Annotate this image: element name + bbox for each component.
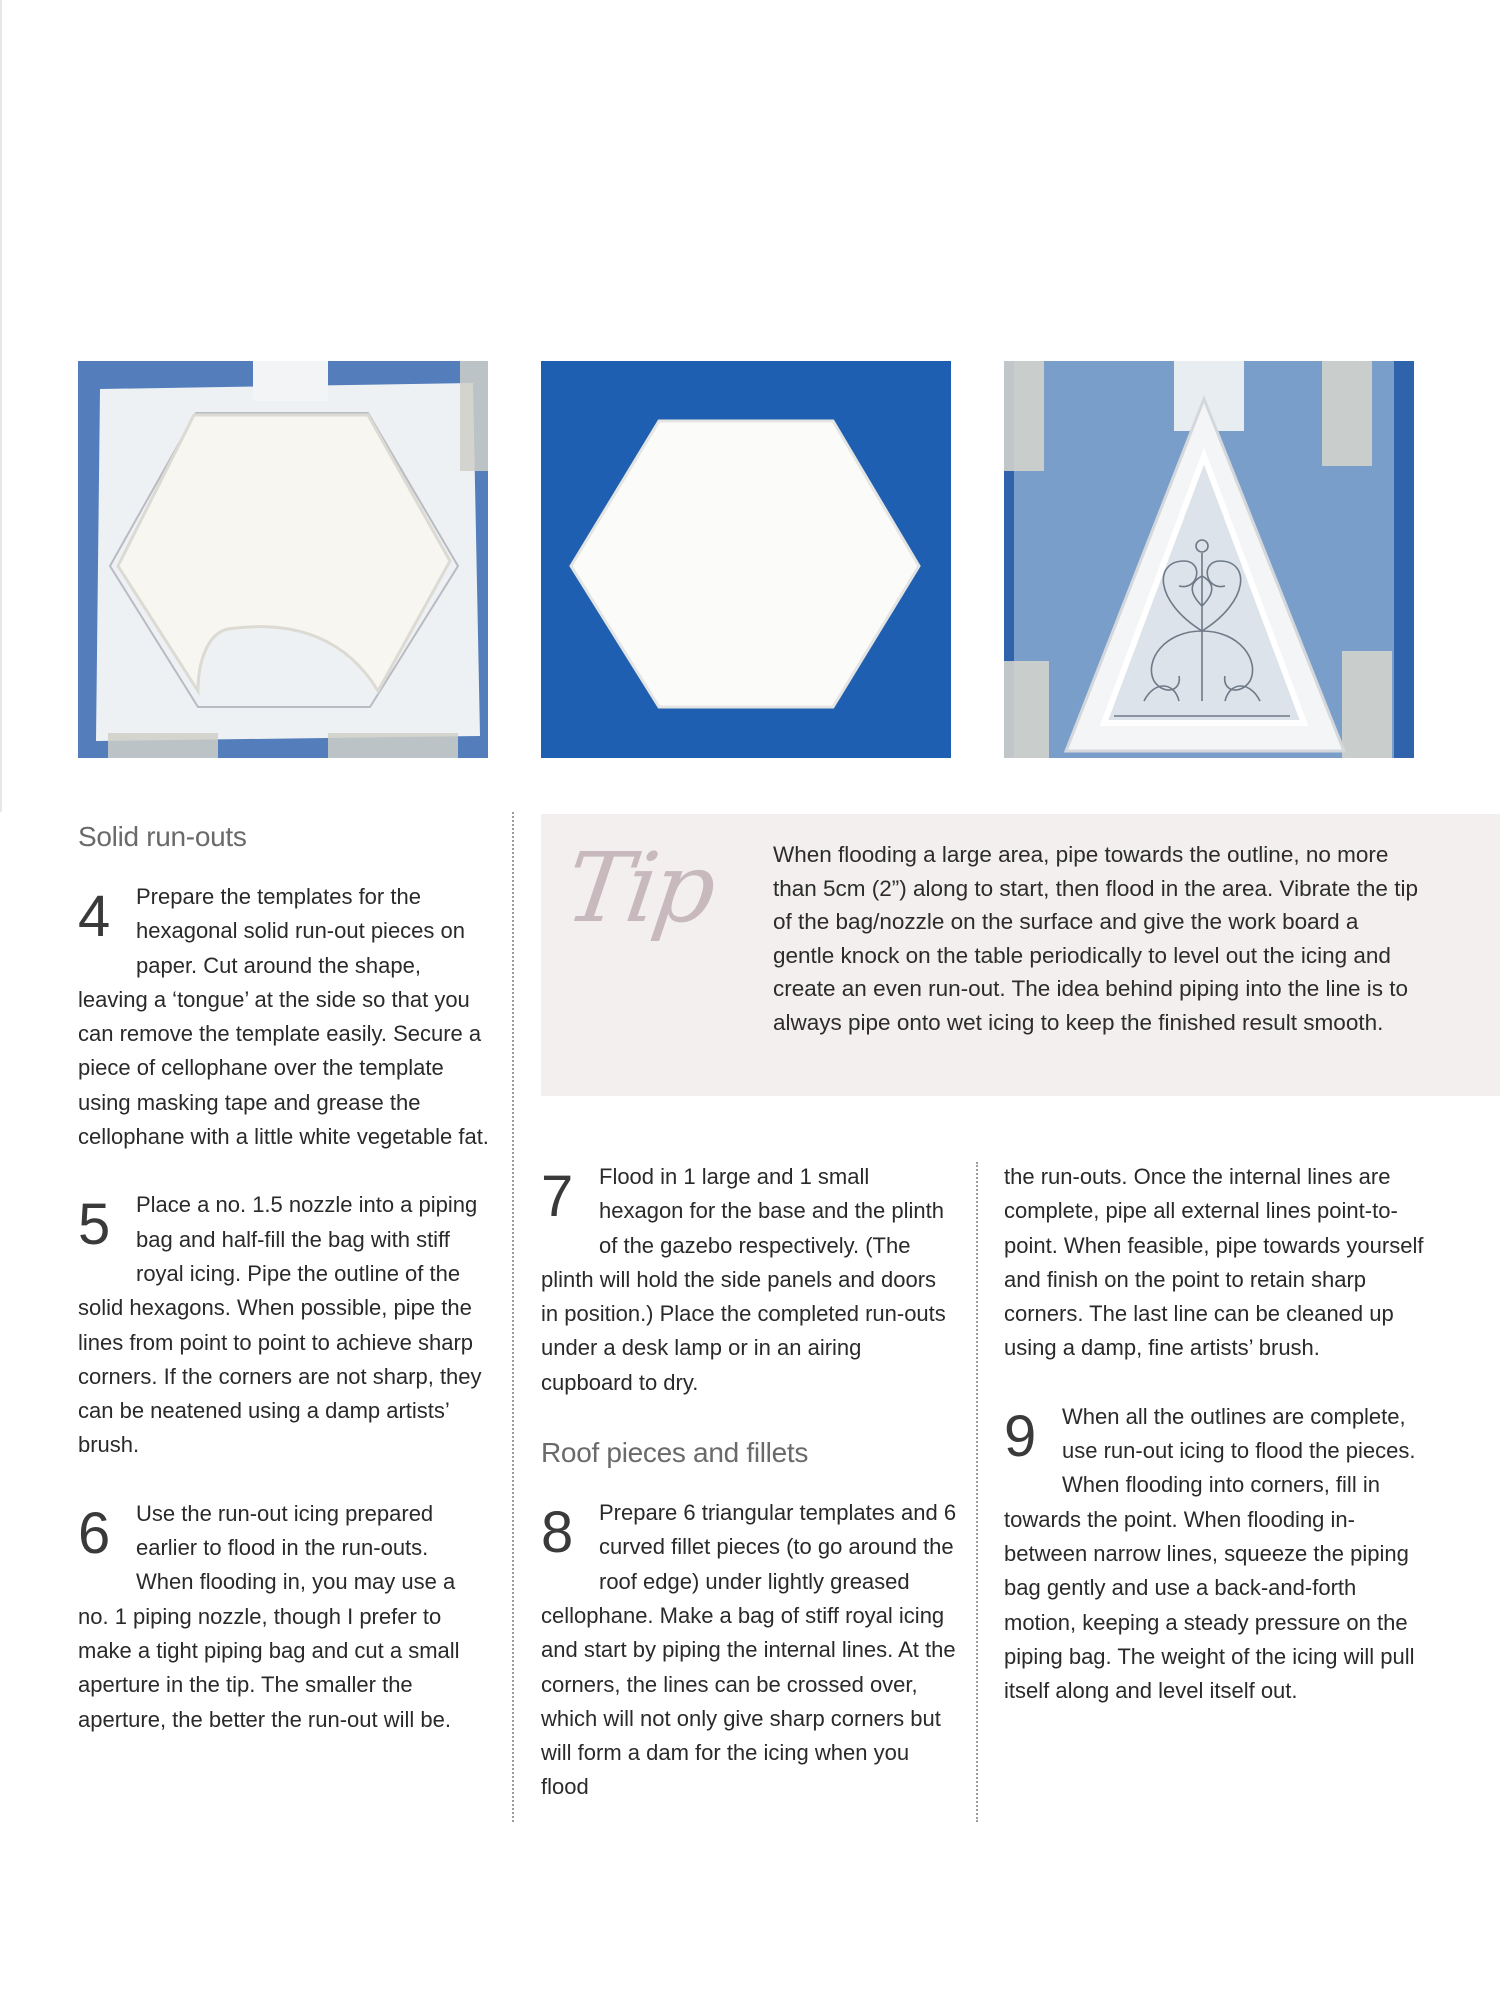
step-number: 5 [78, 1192, 111, 1258]
step-text: Use the run-out icing prepared earlier to flood in the run-outs. When flooding in, you may use a no. 1 piping nozzle, though I prefer to make a tight piping bag and cut a small aperture in the tip. The smaller the aperture, the better the run-out will be. [78, 1500, 460, 1732]
tip-script-title: Tip [559, 832, 720, 944]
step-9 [1004, 1400, 1424, 1709]
step-text: When all the outlines are complete, use run-out icing to flood the pieces. When flooding into corners, fill in towards the point. When flooding in-between narrow lines, squeeze the piping bag gently and use a back-and-forth motion, keeping a steady pressure on the piping bag. The weight of the icing will pull itself along and level itself out. [1004, 1403, 1416, 1704]
step-number: 4 [78, 884, 111, 949]
section-heading: Roof pieces and fillets [541, 1437, 809, 1469]
step-8 [541, 1496, 957, 1805]
photo-partial-flooding [78, 361, 488, 758]
step-text: the run-outs. Once the internal lines are complete, pipe all external lines point-to-point. When feasible, pipe towards yourself and finish on the point to retain sharp corners. The last line can be cleaned up using a damp, fine artists’ brush. [1004, 1164, 1424, 1361]
tip-text: When flooding a large area, pipe towards the outline, no more than 5cm (2”) along to start, then flood in the area. Vibrate the tip of the bag/nozzle on the surface and give the work board a gentle knock on the table periodically to level out the icing and create an even run-out. The idea behind piping into the line is to always pipe onto wet icing to keep the finished result smooth. [773, 842, 1418, 1035]
column-roof-pieces [541, 1160, 957, 1839]
step-number: 7 [541, 1164, 574, 1229]
step-text: Flood in 1 large and 1 small hexagon for the base and the plinth of the gazebo respectively. (The plinth will hold the side panels and doors in position.) Place the completed run-outs under a desk lamp or in an airing cupboard to dry. [541, 1164, 946, 1395]
step-text: Place a no. 1.5 nozzle into a piping bag and half-fill the bag with stiff royal icing. Pipe the outline of the solid hexagons. When possible, pipe the lines from point to point to achieve sharp corners. If the corners are not sharp, they can be neatened using a damp artists’ brush. [78, 1192, 482, 1458]
step-number: 8 [541, 1500, 574, 1566]
step-number: 6 [78, 1500, 111, 1566]
page-edge [0, 0, 2, 812]
step-8-continued [1004, 1160, 1424, 1366]
step-6 [78, 1497, 490, 1737]
step-7 [541, 1160, 957, 1400]
column-continued [1004, 1160, 1424, 1742]
section-heading: Solid run-outs [78, 821, 247, 852]
step-text: Prepare the templates for the hexagonal solid run-out pieces on paper. Cut around the shape, leaving a ‘tongue’ at the side so that you can remove the template easily. Secure a piece of cellophane over the template using masking tape and grease the cellophane with a little white vegetable fat. [78, 884, 489, 1150]
step-number: 9 [1004, 1403, 1037, 1469]
step-5 [78, 1188, 490, 1462]
column-divider [512, 812, 514, 1822]
step-4 [78, 880, 490, 1154]
column-divider [976, 1162, 978, 1822]
photo-finished-hexagon [541, 361, 951, 758]
tip-box [541, 814, 1500, 1096]
photo-roof-triangle [1004, 361, 1414, 758]
step-text: Prepare 6 triangular templates and 6 curved fillet pieces (to go around the roof edge) under lightly greased cellophane. Make a bag of stiff royal icing and start by piping the internal lines. At the corners, the lines can be crossed over, which will not only give sharp corners but will form a dam for the icing when you flood [541, 1500, 957, 1800]
column-solid-runouts [78, 818, 490, 1771]
